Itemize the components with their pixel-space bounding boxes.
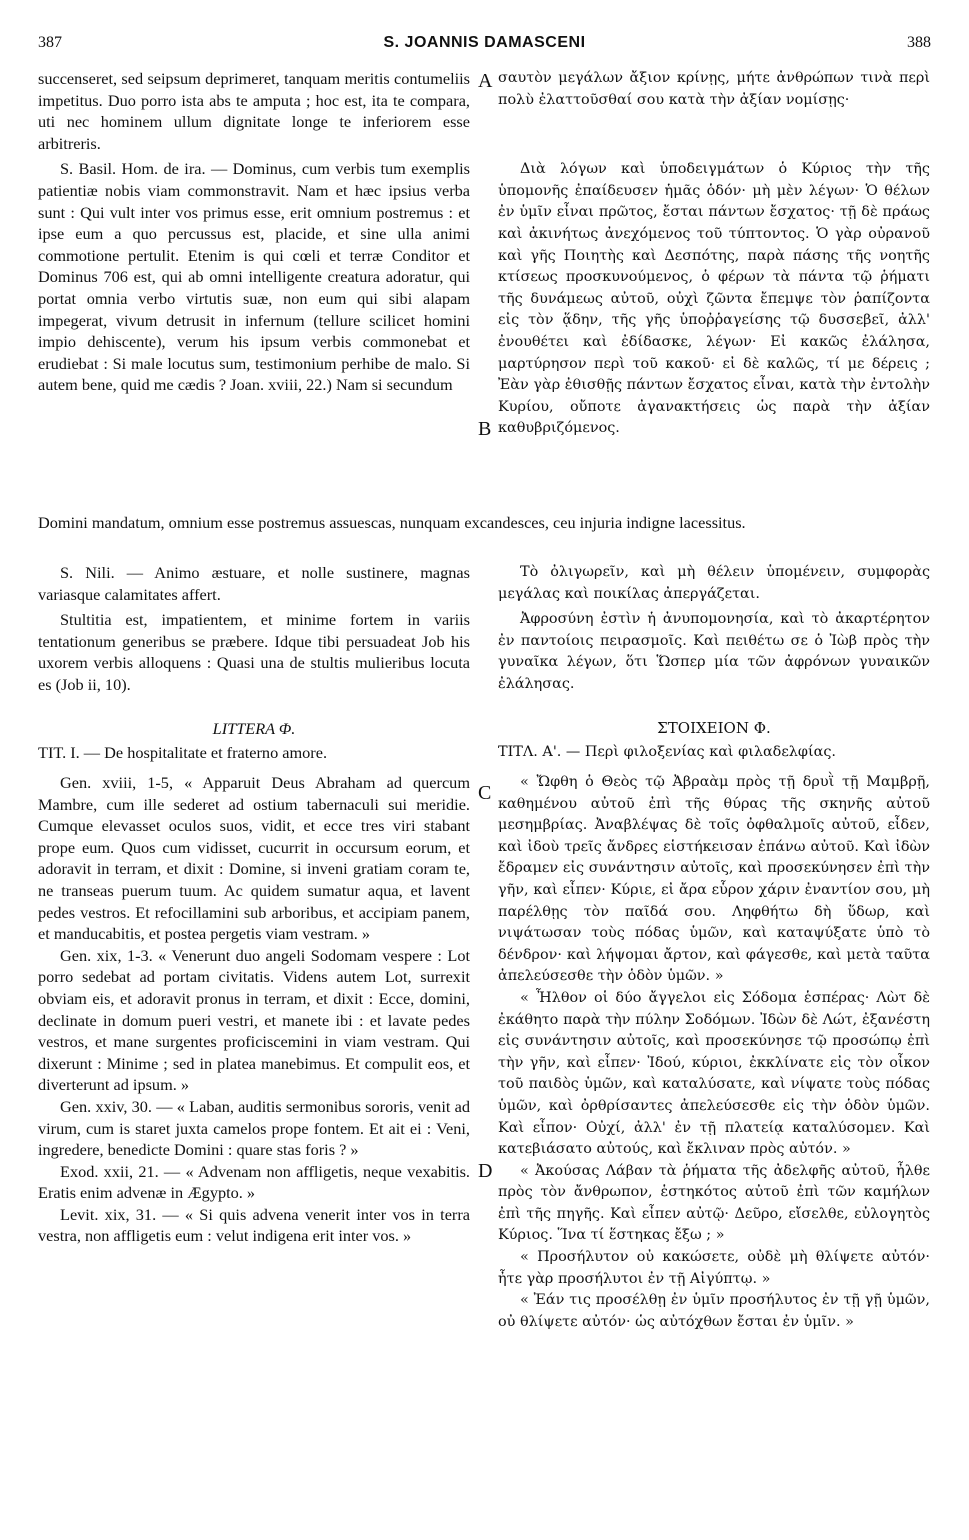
greek-column-block2	[498, 562, 930, 696]
margin-letter-c: C	[478, 782, 492, 804]
greek-paragraph: « Ὤφθη ὁ Θεὸς τῷ Ἀβραὰμ πρὸς τῇ δρυῒ τῇ Μαμβρῇ, καθημένου αὐτοῦ ἐπὶ τῆς θύρας τῆς σκηνῆς αὐτοῦ μεσημβρίας. Ἀναβλέψας δὲ τοῖς ὀφθαλμοῖς αὐτοῦ, εἶδεν, καὶ ἰδοὺ τρεῖς ἄνδρες εἱστήκεισαν ἐπάνω αὐτοῦ. Καὶ ἰδὼν ἔδραμεν εἰς συνάντησιν αὐτοῖς, καὶ προσεκύνησεν ἐπὶ τὴν γῆν, καὶ εἶπεν· Κύριε, εἰ ἄρα εὗρον χάριν ἐναντίον σου, μὴ παρέλθῃς τὸν παῖδά σου. Ληφθήτω δὴ ὕδωρ, καὶ νιψάτωσαν τοὺς πόδας ὑμῶν, καὶ καταψύξατε ὑπὸ τὸ δένδρον· καὶ λήψομαι ἄρτον, καὶ φάγεσθε, καὶ μετὰ ταῦτα ἀπελεύσεσθε τὴν ὁδὸν ὑμῶν. »	[498, 774, 930, 985]
running-title: S. JOANNIS DAMASCENI	[383, 34, 586, 51]
greek-paragraph: « Ἀκούσας Λάβαν τὰ ῥήματα τῆς ἀδελφῆς αὐτοῦ, ἦλθε πρὸς τὸν ἄνθρωπον, ἑστηκότος αὐτοῦ ἐπὶ τῶν καμήλων ἐπὶ τῆς πηγῆς. Καὶ εἶπεν αὐτῷ· Δεῦρο, εἴσελθε, εὐλογητὸς Κύριος. Ἵνα τί ἕστηκας ἔξω ; »	[498, 1162, 930, 1244]
latin-title: TIT. I. — De hospitalitate et fraterno amore.	[38, 743, 328, 762]
latin-section-heading: LITTERA Φ.	[212, 719, 296, 738]
left-page-number: 387	[38, 34, 62, 51]
greek-column-block3	[498, 772, 930, 1333]
latin-column-block1	[38, 68, 470, 396]
latin-column-block2	[38, 562, 470, 696]
greek-paragraph: Ἀφροσύνη ἐστὶν ἡ ἀνυπομονησία, καὶ τὸ ἀκαρτέρητον ἐν παντοίοις πειρασμοῖς. Καὶ πειθέτω σε ὁ Ἰὼβ πρὸς τὴν γυναῖκα λέγων, ὅτι Ὥσπερ μία τῶν ἀφρόνων γυναικῶν ἐλάλησας.	[498, 611, 930, 692]
right-page-number: 388	[907, 34, 931, 51]
greek-column-block1	[498, 68, 930, 440]
latin-paragraph: S. Nili. — Animo æstuare, et nolle sustinere, magnas variasque calamitates affert.	[38, 563, 470, 604]
latin-column-block3	[38, 772, 470, 1247]
latin-paragraph: Gen. xxiv, 30. — « Laban, auditis sermonibus sororis, venit ad virum, cum is staret juxta camelos prope fontem. Et ait ei : Veni, ingredere, benedicte Domini : quare stas foris ? »	[38, 1096, 470, 1160]
margin-letter-a: A	[478, 70, 493, 92]
margin-letter-d: D	[478, 1160, 493, 1182]
latin-paragraph: succenseret, sed seipsum deprimeret, tanquam meritis contumeliis impetitus. Duo porro ista abs te amputa ; hoc est, ita te compara, uti nec hominem ullum dignitate longe te inferiorem esse arbitreris.	[38, 69, 470, 153]
latin-paragraph: Stultitia est, impatientem, et minime fortem in variis tentationum generibus se præbere. Idque tibi persuadeat Job his uxorem verbis alloquens : Quasi una de stultis mulieribus locuta es (Job ii, 10).	[38, 610, 470, 694]
latin-paragraph: Gen. xix, 1-3. « Venerunt duo angeli Sodomam vespere : Lot porro sedebat ad portam civitatis. Videns autem Lot, surrexit obviam eis, et adoravit pronus in terram, et dixit : Ecce, domini, declinate in domum pueri vestri, et manete ibi : et lavate pedes vestros, et mane surgentes proficiscemini in viam vestram. Qui dixerunt : Minime ; sed in platea manebimus. Et compulit eos, et diverterunt ad ipsum. »	[38, 945, 470, 1095]
greek-paragraph: « Προσήλυτον οὐ κακώσετε, οὐδὲ μὴ θλίψετε αὐτόν· ἦτε γὰρ προσήλυτοι ἐν τῇ Αἰγύπτῳ. »	[498, 1249, 930, 1287]
latin-paragraph: Exod. xxii, 21. — « Advenam non affligetis, neque vexabitis. Eratis enim advenæ in Ægypto. »	[38, 1161, 470, 1203]
bridging-text: Domini mandatum, omnium esse postremus assuescas, nunquam excandesces, ceu injuria indigne lacessitus.	[38, 513, 746, 532]
greek-paragraph: Τὸ ὀλιγωρεῖν, καὶ μὴ θέλειν ὑπομένειν, συμφορὰς μεγάλας καὶ ποικίλας ἀπεργάζεται.	[498, 564, 930, 602]
greek-paragraph: « Ἐάν τις προσέλθῃ ἐν ὑμῖν προσήλυτος ἐν τῇ γῇ ὑμῶν, οὐ θλίψετε αὐτόν· ὡς αὐτόχθων ἔσται ἐν ὑμῖν. »	[498, 1292, 930, 1330]
greek-section-heading: ΣΤΟΙΧΕΙΟΝ Φ.	[657, 719, 771, 737]
margin-letter-b: B	[478, 418, 492, 440]
greek-paragraph: « Ἦλθον οἱ δύο ἄγγελοι εἰς Σόδομα ἑσπέρας· Λὼτ δὲ ἐκάθητο παρὰ τὴν πύλην Σοδόμων. Ἰδὼν δὲ Λώτ, ἐξανέστη εἰς συνάντησιν αὐτοῖς, καὶ προσεκύνησε τῷ προσώπῳ ἐπὶ τὴν γῆν, καὶ εἶπεν· Ἰδού, κύριοι, ἐκκλίνατε εἰς τὸν οἶκον τοῦ παιδὸς ὑμῶν, καὶ καταλύσατε, καὶ νίψατε τοὺς πόδας ὑμῶν, καὶ ὀρθρίσαντες ἀπελεύσεσθε εἰς τὴν ὁδὸν ὑμῶν. Καὶ εἶπον· Οὐχί, ἀλλ' ἐν τῇ πλατείᾳ καταλύσομεν. Καὶ κατεβιάσατο αὐτούς, καὶ ἔκλιναν πρὸς αὐτόν. »	[498, 989, 930, 1158]
latin-paragraph: Levit. xix, 31. — « Si quis advena venerit inter vos in terra vestra, non affligetis eum : velut indigena erit inter vos. »	[38, 1204, 470, 1246]
greek-title: ΤΙΤΛ. Α'. — Περὶ φιλοξενίας καὶ φιλαδελφίας.	[498, 744, 836, 760]
latin-paragraph: Gen. xviii, 1-5, « Apparuit Deus Abraham ad quercum Mambre, cum ille sederet ad ostium tabernaculi sui meridie. Cumque elevasset oculos suos, vidit, et ecce tres viri stabant prope eum. Quos cum vidisset, cucurrit in occursum eorum, et adoravit in terram, et dixit : Domine, si inveni gratiam coram te, ne transeas puerum tuum. Ac quidem sumatur aqua, et lavent pedes vestros. Et refocillamini sub arboribus, et accipiam panem, et manducabitis, et postea pergetis viam vestram. »	[38, 773, 470, 944]
greek-paragraph: σαυτὸν μεγάλων ἄξιον κρίνῃς, μήτε ἀνθρώπων τινὰ περὶ πολὺ ἐλαττοῦσθαί σου κατὰ τὴν ἀξίαν νομίσῃς·	[498, 70, 930, 108]
greek-paragraph: Διὰ λόγων καὶ ὑποδειγμάτων ὁ Κύριος τὴν τῆς ὑπομονῆς ἐπαίδευσεν ἡμᾶς ὁδόν· μὴ μὲν λέγων· Ὁ θέλων ἐν ὑμῖν εἶναι πρῶτος, ἔσται πάντων ἔσχατος· τῇ δὲ πράως καὶ ἀκινήτως ἀνεχόμενος τοῦ τύπτοντος. Ὁ γὰρ οὐρανοῦ καὶ γῆς Ποιητὴς καὶ Δεσπότης, παρὰ πάσης τῆς νοητῆς κτίσεως προσκυνούμενος, ὁ φέρων τὰ πάντα τῷ ῥήματι τῆς δυνάμεως αὐτοῦ, οὐχὶ ζῶντα ἔπεμψε τὸν ῥαπίζοντα εἰς τὸν ᾅδην, τῆς γῆς ὑποῤῥαγείσης τῷ δυσσεβεῖ, ἀλλ' ἐνουθέτει καὶ ἐδίδασκε, λέγων· Εἰ κακῶς ἐλάλησα, μαρτύρησον περὶ τοῦ κακοῦ· εἰ δὲ καλῶς, τί με δέρεις ; Ἐὰν γὰρ ἐθισθῇς πάντων ἔσχατος εἶναι, κατὰ τὴν ἐντολὴν Κυρίου, οὔποτε ἀγανακτήσεις ὡς παρὰ τὴν ἀξίαν καθυβριζόμενος.	[498, 161, 930, 437]
latin-paragraph: S. Basil. Hom. de ira. — Dominus, cum verbis tum exemplis patientiæ nobis viam commonstravit. Nam et hæc ipsius verba sunt : Qui vult inter vos primus esse, erit omnium postremus : et ipse eum a quo percussus est, placide, et sine ulla animi commotione pertulit. Etenim is qui cœli et terræ Conditor et Dominus 706 est, qui ab omni intelligente creatura adoratur, qui portat omnia verbo virtutis suæ, non eum qui sibi alapam impegerat, vivum detrusit in infernum (tellure scilicet homini impio dehiscente), verum his ipsum verbis commonebat et erudiebat : Si male locutus sum, testimonium perhibe de malo. Si autem bene, quid me cædis ? Joan. xviii, 22.) Nam si secundum	[38, 159, 470, 395]
